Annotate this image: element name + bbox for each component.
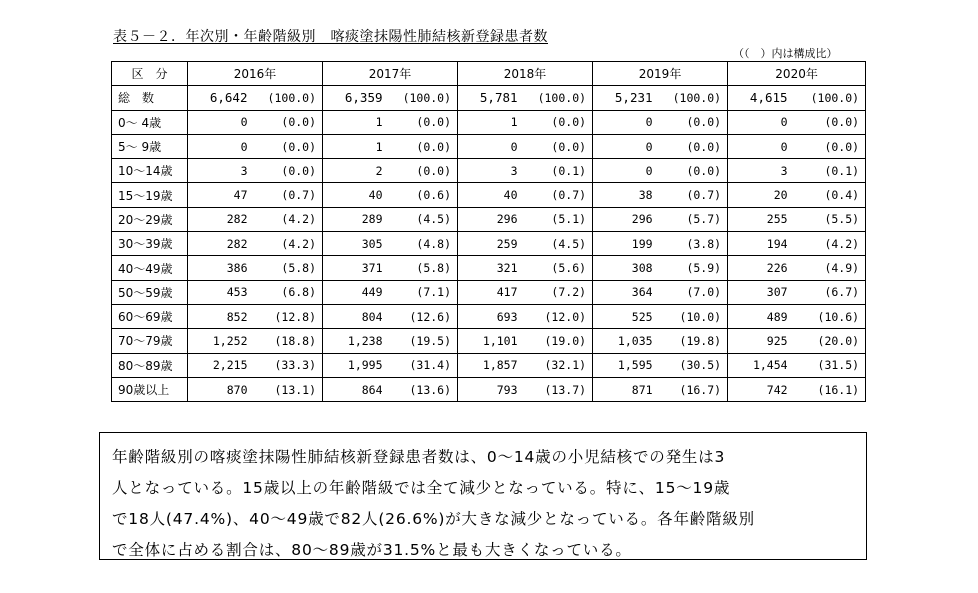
- table-row: [112, 377, 866, 401]
- ratio-cell: (13.7): [522, 377, 593, 401]
- count-cell: 364: [593, 280, 657, 304]
- table-row: [112, 280, 866, 304]
- summary-line: で全体に占める割合は、80～89歳が31.5%と最も大きくなっている。: [112, 541, 632, 559]
- count-cell: 449: [323, 280, 387, 304]
- count-cell: 0: [593, 110, 657, 134]
- table-row: [112, 232, 866, 256]
- count-cell: 0: [188, 134, 252, 158]
- total-row: [112, 86, 866, 110]
- count-cell: 1: [323, 110, 387, 134]
- row-label: 総 数: [112, 86, 188, 110]
- year-header: 2020年: [728, 62, 866, 86]
- ratio-cell: (13.6): [387, 377, 458, 401]
- ratio-cell: (31.5): [792, 353, 866, 377]
- ratio-cell: (0.4): [792, 183, 866, 207]
- count-cell: 199: [593, 232, 657, 256]
- ratio-cell: (5.1): [522, 207, 593, 231]
- ratio-cell: (31.4): [387, 353, 458, 377]
- count-cell: 2: [323, 159, 387, 183]
- count-cell: 0: [728, 110, 792, 134]
- ratio-cell: (3.8): [657, 232, 728, 256]
- count-cell: 289: [323, 207, 387, 231]
- ratio-cell: (4.5): [522, 232, 593, 256]
- count-cell: 3: [188, 159, 252, 183]
- count-cell: 5,781: [458, 86, 522, 110]
- summary-line: 人となっている。15歳以上の年齢階級では全て減少となっている。特に、15～19歳: [112, 479, 731, 497]
- count-cell: 1,595: [593, 353, 657, 377]
- ratio-cell: (100.0): [387, 86, 458, 110]
- count-cell: 1,857: [458, 353, 522, 377]
- count-cell: 40: [458, 183, 522, 207]
- ratio-cell: (0.0): [792, 134, 866, 158]
- ratio-cell: (33.3): [252, 353, 323, 377]
- row-label: 0～ 4歳: [112, 110, 188, 134]
- ratio-cell: (16.7): [657, 377, 728, 401]
- count-cell: 1: [323, 134, 387, 158]
- table-row: [112, 183, 866, 207]
- count-cell: 6,359: [323, 86, 387, 110]
- table-row: [112, 304, 866, 328]
- ratio-cell: (12.6): [387, 304, 458, 328]
- ratio-cell: (100.0): [657, 86, 728, 110]
- count-cell: 321: [458, 256, 522, 280]
- count-cell: 1,995: [323, 353, 387, 377]
- ratio-cell: (10.6): [792, 304, 866, 328]
- count-cell: 804: [323, 304, 387, 328]
- count-cell: 194: [728, 232, 792, 256]
- ratio-cell: (12.8): [252, 304, 323, 328]
- ratio-cell: (0.7): [657, 183, 728, 207]
- table-row: [112, 159, 866, 183]
- table-row: [112, 207, 866, 231]
- ratio-cell: (4.5): [387, 207, 458, 231]
- count-cell: 282: [188, 207, 252, 231]
- ratio-cell: (0.0): [792, 110, 866, 134]
- ratio-cell: (16.1): [792, 377, 866, 401]
- ratio-cell: (19.0): [522, 329, 593, 353]
- count-cell: 0: [458, 134, 522, 158]
- count-cell: 3: [458, 159, 522, 183]
- ratio-cell: (4.8): [387, 232, 458, 256]
- count-cell: 307: [728, 280, 792, 304]
- count-cell: 259: [458, 232, 522, 256]
- ratio-cell: (18.8): [252, 329, 323, 353]
- corner-header: 区 分: [112, 62, 188, 86]
- year-header: 2016年: [188, 62, 323, 86]
- ratio-cell: (12.0): [522, 304, 593, 328]
- count-cell: 226: [728, 256, 792, 280]
- count-cell: 925: [728, 329, 792, 353]
- ratio-cell: (5.8): [252, 256, 323, 280]
- count-cell: 2,215: [188, 353, 252, 377]
- ratio-cell: (0.0): [522, 110, 593, 134]
- ratio-cell: (0.0): [252, 159, 323, 183]
- count-cell: 6,642: [188, 86, 252, 110]
- ratio-cell: (7.0): [657, 280, 728, 304]
- ratio-cell: (5.6): [522, 256, 593, 280]
- count-cell: 0: [593, 134, 657, 158]
- ratio-cell: (0.0): [657, 159, 728, 183]
- count-cell: 489: [728, 304, 792, 328]
- count-cell: 0: [188, 110, 252, 134]
- ratio-cell: (100.0): [522, 86, 593, 110]
- ratio-cell: (0.0): [387, 110, 458, 134]
- table-row: [112, 110, 866, 134]
- ratio-cell: (100.0): [252, 86, 323, 110]
- count-cell: 793: [458, 377, 522, 401]
- row-label: 90歳以上: [112, 377, 188, 401]
- count-cell: 40: [323, 183, 387, 207]
- ratio-cell: (10.0): [657, 304, 728, 328]
- table-row: [112, 353, 866, 377]
- count-cell: 3: [728, 159, 792, 183]
- count-cell: 1,252: [188, 329, 252, 353]
- ratio-cell: (7.2): [522, 280, 593, 304]
- row-label: 80～89歳: [112, 353, 188, 377]
- ratio-cell: (30.5): [657, 353, 728, 377]
- count-cell: 1,101: [458, 329, 522, 353]
- row-label: 60～69歳: [112, 304, 188, 328]
- count-cell: 371: [323, 256, 387, 280]
- row-label: 5～ 9歳: [112, 134, 188, 158]
- count-cell: 47: [188, 183, 252, 207]
- row-label: 30～39歳: [112, 232, 188, 256]
- summary-box: [99, 432, 867, 560]
- ratio-cell: (19.5): [387, 329, 458, 353]
- summary-line: で18人(47.4%)、40～49歳で82人(26.6%)が大きな減少となっている。各年齢階級別: [112, 510, 755, 528]
- count-cell: 742: [728, 377, 792, 401]
- ratio-cell: (0.0): [387, 159, 458, 183]
- ratio-cell: (4.9): [792, 256, 866, 280]
- count-cell: 693: [458, 304, 522, 328]
- count-cell: 1,454: [728, 353, 792, 377]
- count-cell: 453: [188, 280, 252, 304]
- count-cell: 1: [458, 110, 522, 134]
- ratio-cell: (5.5): [792, 207, 866, 231]
- row-label: 10～14歳: [112, 159, 188, 183]
- count-cell: 871: [593, 377, 657, 401]
- patients-table: [111, 61, 866, 402]
- count-cell: 0: [728, 134, 792, 158]
- count-cell: 417: [458, 280, 522, 304]
- year-header: 2018年: [458, 62, 593, 86]
- header-row: [112, 62, 866, 86]
- count-cell: 864: [323, 377, 387, 401]
- ratio-cell: (6.8): [252, 280, 323, 304]
- count-cell: 1,035: [593, 329, 657, 353]
- count-cell: 0: [593, 159, 657, 183]
- table-title: 表５－２．年次別・年齢階級別 喀痰塗抹陽性肺結核新登録患者数: [113, 29, 548, 45]
- count-cell: 20: [728, 183, 792, 207]
- count-cell: 4,615: [728, 86, 792, 110]
- count-cell: 852: [188, 304, 252, 328]
- count-cell: 308: [593, 256, 657, 280]
- row-label: 20～29歳: [112, 207, 188, 231]
- count-cell: 1,238: [323, 329, 387, 353]
- count-cell: 255: [728, 207, 792, 231]
- ratio-cell: (20.0): [792, 329, 866, 353]
- ratio-cell: (4.2): [252, 207, 323, 231]
- ratio-cell: (0.0): [252, 134, 323, 158]
- ratio-cell: (5.7): [657, 207, 728, 231]
- ratio-cell: (4.2): [792, 232, 866, 256]
- count-cell: 870: [188, 377, 252, 401]
- year-header: 2019年: [593, 62, 728, 86]
- count-cell: 296: [593, 207, 657, 231]
- ratio-cell: (19.8): [657, 329, 728, 353]
- ratio-cell: (0.0): [657, 134, 728, 158]
- ratio-cell: (5.9): [657, 256, 728, 280]
- table-row: [112, 329, 866, 353]
- summary-line: 年齢階級別の喀痰塗抹陽性肺結核新登録患者数は、0～14歳の小児結核での発生は3: [112, 448, 726, 466]
- ratio-cell: (0.0): [252, 110, 323, 134]
- ratio-cell: (0.1): [522, 159, 593, 183]
- count-cell: 296: [458, 207, 522, 231]
- ratio-cell: (4.2): [252, 232, 323, 256]
- table-row: [112, 256, 866, 280]
- ratio-cell: (0.6): [387, 183, 458, 207]
- ratio-cell: (13.1): [252, 377, 323, 401]
- ratio-cell: (6.7): [792, 280, 866, 304]
- ratio-cell: (5.8): [387, 256, 458, 280]
- count-cell: 282: [188, 232, 252, 256]
- ratio-cell: (7.1): [387, 280, 458, 304]
- ratio-cell: (0.0): [522, 134, 593, 158]
- ratio-cell: (0.1): [792, 159, 866, 183]
- row-label: 40～49歳: [112, 256, 188, 280]
- count-cell: 386: [188, 256, 252, 280]
- row-label: 50～59歳: [112, 280, 188, 304]
- ratio-cell: (0.7): [252, 183, 323, 207]
- ratio-cell: (100.0): [792, 86, 866, 110]
- ratio-cell: (0.0): [657, 110, 728, 134]
- count-cell: 5,231: [593, 86, 657, 110]
- ratio-cell: (0.7): [522, 183, 593, 207]
- count-cell: 305: [323, 232, 387, 256]
- year-header: 2017年: [323, 62, 458, 86]
- ratio-cell: (32.1): [522, 353, 593, 377]
- ratio-cell: (0.0): [387, 134, 458, 158]
- row-label: 70～79歳: [112, 329, 188, 353]
- ratio-note: （（ ）内は構成比）: [733, 47, 838, 60]
- row-label: 15～19歳: [112, 183, 188, 207]
- count-cell: 38: [593, 183, 657, 207]
- table-row: [112, 134, 866, 158]
- count-cell: 525: [593, 304, 657, 328]
